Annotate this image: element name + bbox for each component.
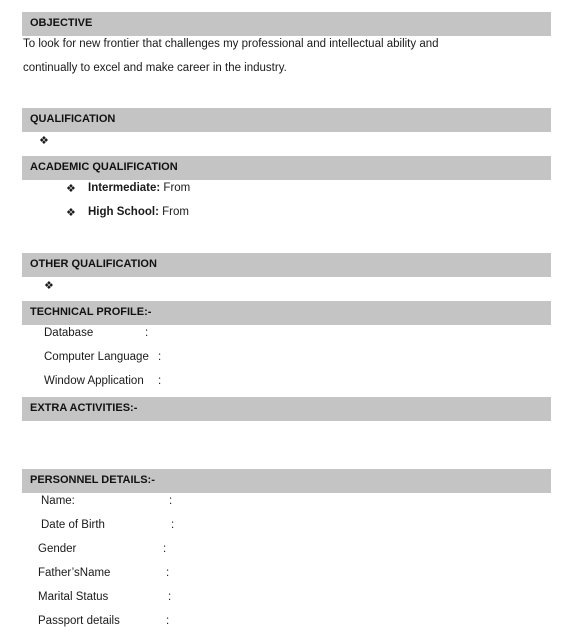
technical-colon: : [145,327,149,339]
other-qualification-bullet-icon: ❖ [44,280,54,292]
academic-item-label: Intermediate: [88,182,161,194]
personal-label-marital-status: Marital Status [38,591,109,603]
personal-colon: : [171,519,175,531]
objective-heading-bar [22,12,551,36]
academic-bullet-icon: ❖ [66,207,76,219]
academic-item-label: High School: [88,206,159,218]
academic-item-high-school [88,206,189,218]
technical-heading-bar [22,301,551,325]
personal-colon: : [169,495,173,507]
technical-colon: : [158,351,162,363]
personal-label-gender: Gender [38,543,77,555]
academic-item-intermediate [88,182,190,194]
extra-activities-heading-bar [22,397,551,421]
personal-label-date-of-birth: Date of Birth [41,519,105,531]
personal-heading: PERSONNEL DETAILS:- [30,474,155,486]
academic-item-value: From [162,206,189,218]
qualification-heading: QUALIFICATION [30,113,116,125]
academic-bullet-icon: ❖ [66,183,76,195]
academic-item-value: From [163,182,191,194]
objective-heading: OBJECTIVE [30,17,93,29]
technical-heading: TECHNICAL PROFILE:- [30,306,152,318]
personal-colon: : [168,591,172,603]
other-qualification-heading: OTHER QUALIFICATION [30,258,157,270]
academic-heading: ACADEMIC QUALIFICATION [30,161,178,173]
personal-colon: : [163,543,167,555]
personal-colon: : [166,615,170,627]
personal-label-passport-details: Passport details [38,615,120,627]
personal-label-fathers-name: Father’sName [38,567,111,579]
qualification-heading-bar [22,108,551,132]
technical-label-window-application: Window Application [44,375,144,387]
technical-label-computer-language: Computer Language [44,351,149,363]
academic-heading-bar [22,156,551,180]
personal-label-name: Name: [41,495,75,507]
personal-heading-bar [22,469,551,493]
extra-activities-heading: EXTRA ACTIVITIES:- [30,402,138,414]
qualification-bullet-icon: ❖ [39,135,49,147]
objective-line-1: To look for new frontier that challenges my professional and intellectual ability and [23,38,439,50]
other-qualification-heading-bar [22,253,551,277]
technical-colon: : [158,375,162,387]
personal-colon: : [166,567,170,579]
technical-label-database: Database [44,327,94,339]
objective-line-2: continually to excel and make career in the industry. [23,62,287,74]
